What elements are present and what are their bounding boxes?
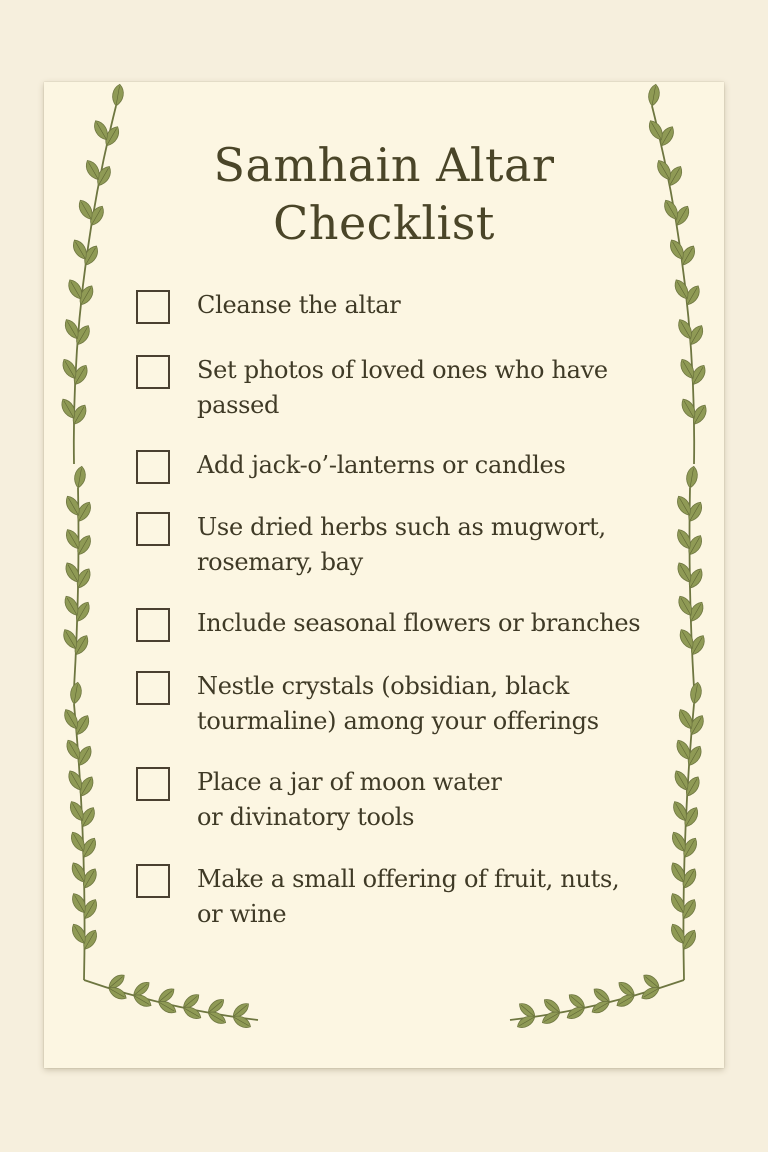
label-line: or divinatory tools: [197, 803, 415, 831]
label-line: Include seasonal flowers or branches: [197, 609, 641, 637]
checkbox[interactable]: [136, 355, 170, 389]
title-line-2: Checklist: [273, 196, 495, 250]
checklist-item-label: [197, 606, 667, 641]
checklist-item-label: [197, 669, 667, 739]
checkbox[interactable]: [136, 512, 170, 546]
checklist-card: [44, 82, 724, 1068]
checkbox[interactable]: [136, 864, 170, 898]
checklist-item-label: [197, 448, 667, 483]
checklist-item-label: [197, 765, 667, 835]
label-line: or wine: [197, 900, 287, 928]
checkbox[interactable]: [136, 671, 170, 705]
checkbox[interactable]: [136, 608, 170, 642]
checklist-item-label: [197, 288, 667, 323]
checkbox[interactable]: [136, 767, 170, 801]
label-line: Cleanse the altar: [197, 291, 401, 319]
checklist-item-label: [197, 862, 667, 932]
label-line: Add jack-o’-lanterns or candles: [197, 451, 566, 479]
checklist-item-label: [197, 353, 667, 423]
title-line-1: Samhain Altar: [213, 138, 555, 192]
label-line: Make a small offering of fruit, nuts,: [197, 865, 620, 893]
label-line: tourmaline) among your offerings: [197, 707, 599, 735]
label-line: Use dried herbs such as mugwort,: [197, 513, 606, 541]
checkbox[interactable]: [136, 450, 170, 484]
label-line: rosemary, bay: [197, 548, 363, 576]
page-title: [44, 136, 724, 252]
label-line: Place a jar of moon water: [197, 768, 502, 796]
label-line: Nestle crystals (obsidian, black: [197, 672, 569, 700]
label-line: Set photos of loved ones who have: [197, 356, 608, 384]
label-line: passed: [197, 391, 280, 419]
checkbox[interactable]: [136, 290, 170, 324]
checklist-item-label: [197, 510, 667, 580]
